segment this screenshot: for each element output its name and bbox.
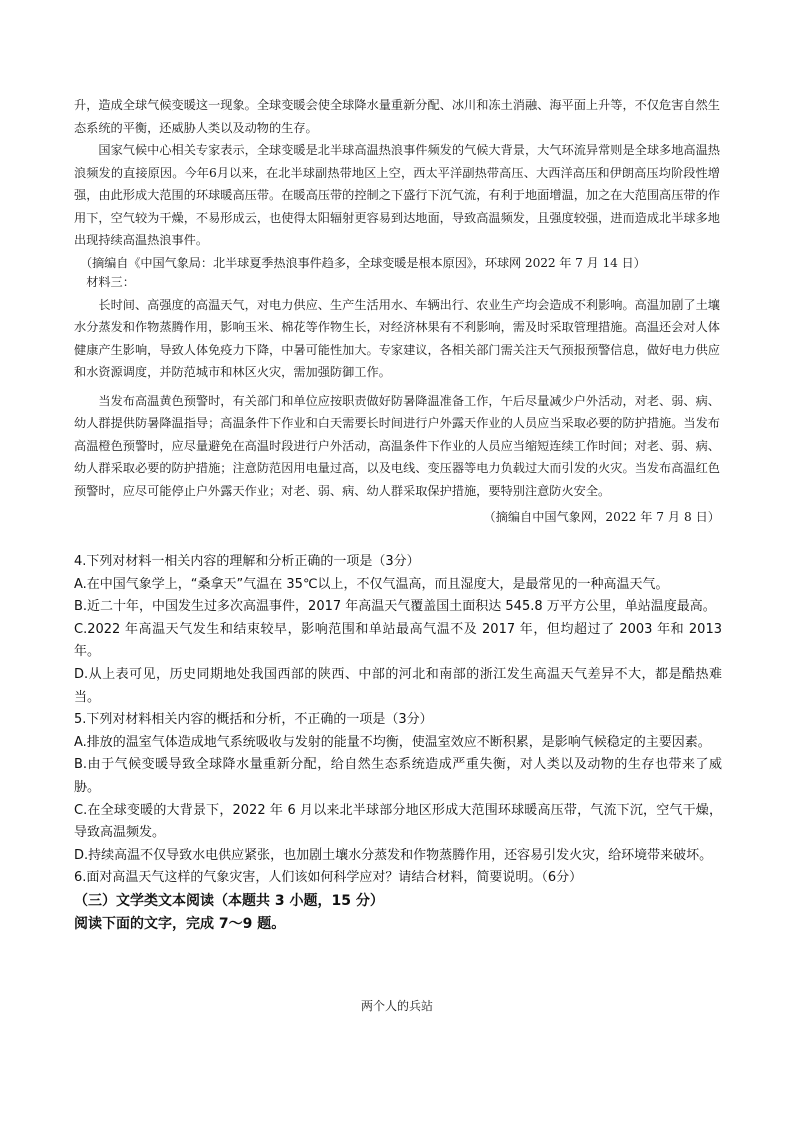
question-4-stem: 4.下列对材料一相关内容的理解和分析正确的一项是（3分） [74,554,420,569]
question-5-option-a: A.排放的温室气体造成地气系统吸收与发射的能量不均衡，使温室效应不断积累，是影响气候稳定的主要因素。 [74,734,711,750]
question-4-option-d: D.从上表可见，历史同期地处我国西部的陕西、中部的河北和南部的浙江发生高温天气差异不大，都是酷热难当。 [74,666,722,705]
question-4-option-c: C.2022 年高温天气发生和结束较早，影响范围和单站最高气温不及 2017 年，但均超过了 2003 年和 2013 年。 [74,621,722,660]
material-3-label: 材料三： [86,275,135,289]
question-5-option-b: B.由于气候变暖导致全球降水量重新分配，给自然生态系统造成严重失衡，对人类以及动物的生存也带来了威胁。 [74,757,722,795]
material-2-tail [74,94,720,274]
material-3-source: （摘编自中国气象网，2022 年 7 月 8 日） [483,510,720,524]
material-3-paragraph-2: 当发布高温黄色预警时，有关部门和单位应按职责做好防暑降温准备工作，午后尽量减少户外活动，对老、弱、病、幼人群提供防暑降温指导；高温条件下作业和白天需要长时间进行户外露天作业的人员应当采取必要的防护措施。当发布高温橙色预警时，应尽量避免在高温时段进行户外活动，高温条件下作业的人员应当缩短连续工作时间；对老、弱、病、幼人群采取必要的防护措施；注意防范因用电量过高，以及电线、变压器等电力负载过大而引发的火灾。当发布高温红色预警时，应尽可能停止户外露天作业；对老、弱、病、幼人群采取保护措施，要特别注意防火安全。 [74,393,720,498]
material-2-source: （摘编自《中国气象局：北半球夏季热浪事件趋多，全球变暖是根本原因》，环球网 2022 年 7 月 14 日） [80,255,646,270]
question-4-option-b: B.近二十年，中国发生过多次高温事件，2017 年高温天气覆盖国土面积达 545.8 万平方公里，单站温度最高。 [74,599,716,615]
story-title: 两个人的兵站 [360,999,433,1013]
section-3-heading: （三）文学类文本阅读（本题共 3 小题，15 分） [74,892,384,909]
material-3-paragraph-1: 长时间、高强度的高温天气，对电力供应、生产生活用水、车辆出行、农业生产均会造成不利影响。高温加剧了土壤水分蒸发和作物蒸腾作用，影响玉米、棉花等作物生长，对经济林果有不利影响，需及时采取管理措施。高温还会对人体健康产生影响，导致人体免疫力下降，中暑可能性加大。专家建议，各相关部门需关注天气预报预警信息，做好电力供应和水资源调度，并防范城市和林区火灾，需加强防御工作。 [74,297,720,379]
question-6-stem: 6.面对高温天气这样的气象灾害，人们该如何科学应对？请结合材料，简要说明。（6分） [74,870,583,886]
question-5-stem: 5.下列对材料相关内容的概括和分析，不正确的一项是（3分） [74,712,433,728]
material-3 [74,271,720,529]
material-2-paragraph-2: 国家气候中心相关专家表示，全球变暖是北半球高温热浪事件频发的气候大背景，大气环流异常则是全球多地高温热浪频发的直接原因。今年6月以来，在北半球副热带地区上空，西太平洋副热带高压、大西洋高压和伊朗高压均阶段性增强，由此形成大范围的环球暖高压带。在暖高压带的控制之下盛行下沉气流，有利于地面增温，加之在大范围高压带的作用下，空气较为干燥，不易形成云，也使得太阳辐射更容易到达地面，导致高温频发，且强度较强，进而造成北半球多地出现持续高温热浪事件。 [74,143,720,247]
section-3-instruction: 阅读下面的文字，完成 7～9 题。 [74,915,286,932]
question-4-option-a: A.在中国气象学上，“桑拿天”气温在 35℃以上，不仅气温高，而且湿度大，是最常见的一种高温天气。 [74,576,669,592]
material-2-paragraph-1: 升，造成全球气候变暖这一现象。全球变暖会使全球降水量重新分配、冰川和冻土消融、海平面上升等，不仅危害自然生态系统的平衡，还威胁人类以及动物的生存。 [74,98,720,135]
questions-block [74,551,722,935]
question-5-option-c: C.在全球变暖的大背景下，2022 年 6 月以来北半球部分地区形成大范围环球暖高压带，气流下沉，空气干燥，导致高温频发。 [74,802,722,841]
question-5-option-d: D.持续高温不仅导致水电供应紧张，也加剧土壤水分蒸发和作物蒸腾作用，还容易引发火灾，给环境带来破坏。 [74,847,713,863]
